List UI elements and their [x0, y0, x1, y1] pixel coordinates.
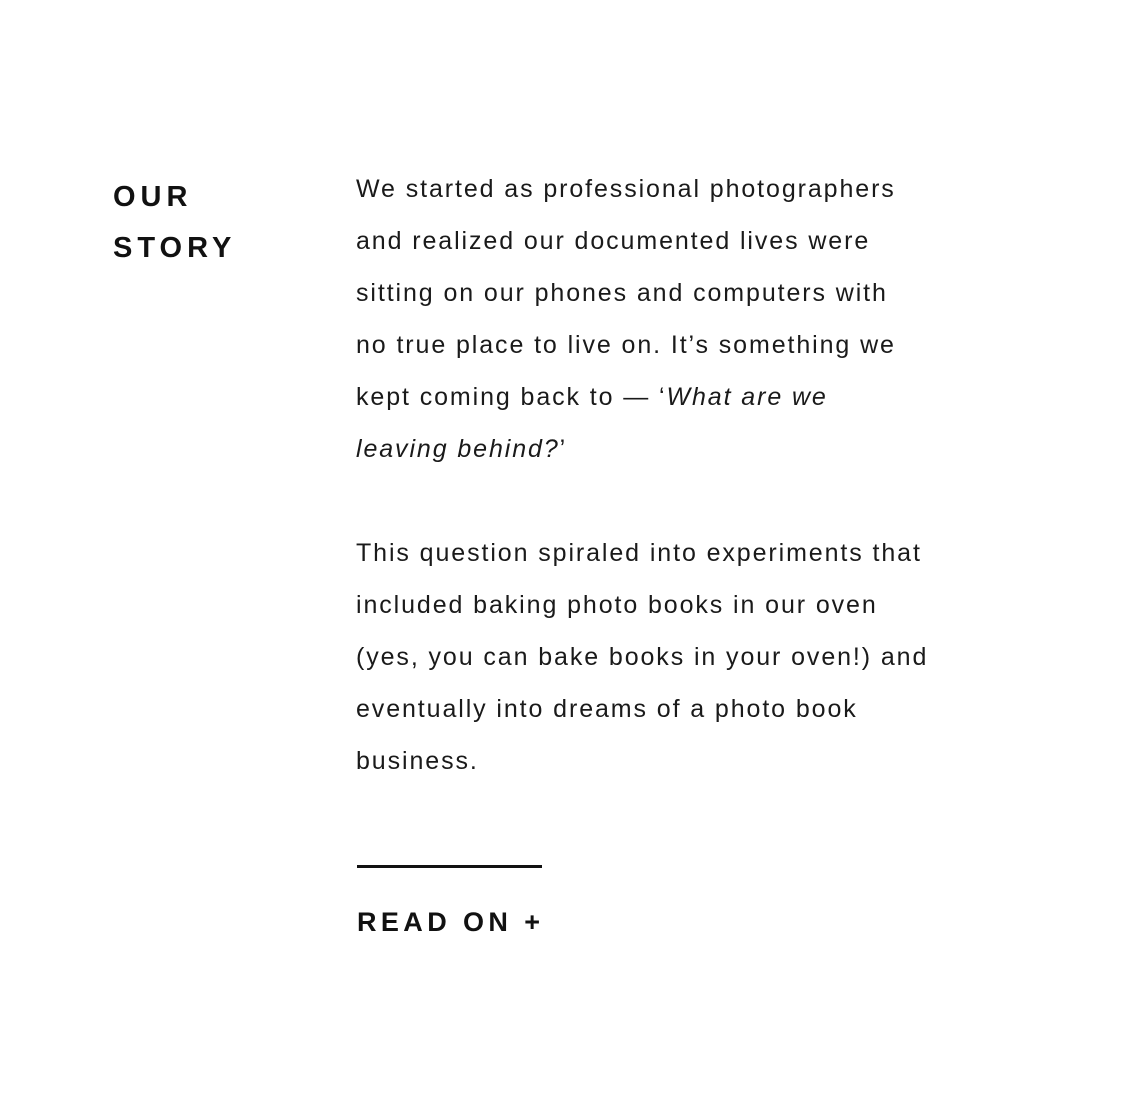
section-heading [113, 172, 313, 274]
paragraph-2-line-1: This question spiraled into experiments that [356, 539, 922, 567]
read-on-divider [357, 865, 542, 868]
paragraph-2-line-2: included baking photo books in our oven [356, 591, 878, 619]
read-on-link[interactable]: READ ON + [357, 907, 545, 937]
heading-line-1: OUR [113, 181, 193, 213]
story-body [356, 163, 1016, 787]
closing-quote-mark: ’ [559, 435, 568, 463]
story-paragraph-2 [356, 527, 1016, 787]
story-paragraph-1 [356, 163, 1016, 475]
question-quote-part-1: What are we [666, 383, 828, 411]
paragraph-2-line-4: eventually into dreams of a photo book [356, 695, 858, 723]
paragraph-1-line-3: sitting on our phones and computers with [356, 279, 888, 307]
question-quote-part-2: leaving behind? [356, 435, 560, 463]
paragraph-1-line-2: and realized our documented lives were [356, 227, 871, 255]
paragraph-1-line-6 [356, 423, 1016, 475]
paragraph-1-line-1: We started as professional photographers [356, 175, 896, 203]
paragraph-1-line-5 [356, 371, 1016, 423]
paragraph-2-line-5: business. [356, 747, 479, 775]
paragraph-1-line-4: no true place to live on. It’s something we [356, 331, 896, 359]
heading-line-2: STORY [113, 232, 237, 264]
paragraph-2-line-3: (yes, you can bake books in your oven!) and [356, 643, 929, 671]
paragraph-1-line-5-text: kept coming back to — ‘ [356, 383, 667, 411]
